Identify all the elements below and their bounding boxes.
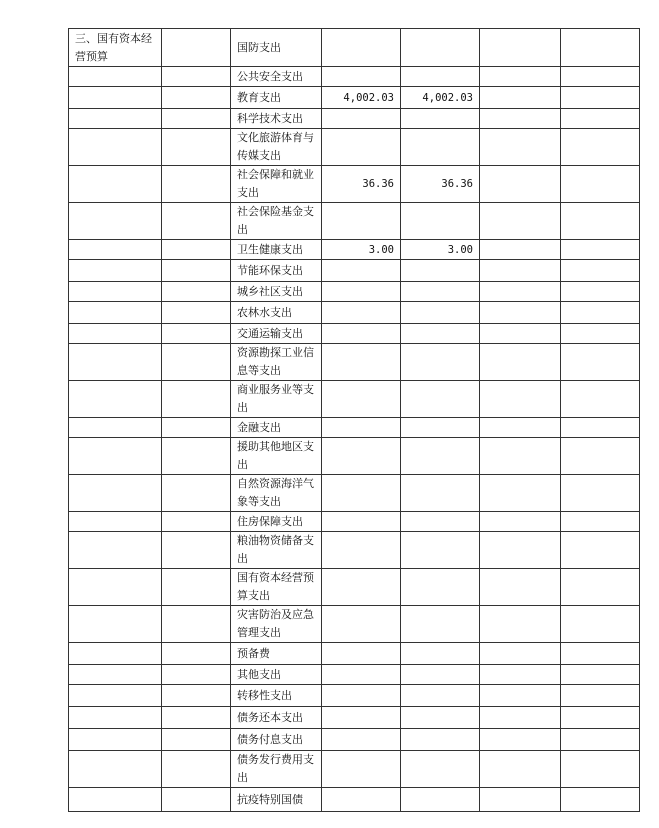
value-cell-1 bbox=[322, 569, 401, 606]
section-cell bbox=[69, 512, 162, 532]
table-row bbox=[69, 324, 640, 344]
table-row bbox=[69, 729, 640, 751]
blank-cell bbox=[162, 129, 231, 166]
blank-cell bbox=[561, 665, 640, 685]
table-row bbox=[69, 109, 640, 129]
blank-cell bbox=[162, 344, 231, 381]
blank-cell bbox=[480, 729, 561, 751]
blank-cell bbox=[561, 166, 640, 203]
blank-cell bbox=[162, 324, 231, 344]
blank-cell bbox=[162, 282, 231, 302]
table-row bbox=[69, 438, 640, 475]
blank-cell bbox=[162, 109, 231, 129]
section-cell bbox=[69, 606, 162, 643]
section-cell bbox=[69, 532, 162, 569]
item-cell: 教育支出 bbox=[231, 87, 322, 109]
section-cell bbox=[69, 129, 162, 166]
value-cell-1: 4,002.03 bbox=[322, 87, 401, 109]
section-cell bbox=[69, 751, 162, 788]
blank-cell bbox=[162, 29, 231, 67]
blank-cell bbox=[561, 67, 640, 87]
value-cell-2 bbox=[401, 475, 480, 512]
blank-cell bbox=[162, 569, 231, 606]
value-cell-2 bbox=[401, 344, 480, 381]
table-row bbox=[69, 67, 640, 87]
blank-cell bbox=[561, 729, 640, 751]
item-cell: 卫生健康支出 bbox=[231, 240, 322, 260]
value-cell-2: 4,002.03 bbox=[401, 87, 480, 109]
table-row bbox=[69, 282, 640, 302]
blank-cell bbox=[480, 282, 561, 302]
blank-cell bbox=[480, 302, 561, 324]
item-cell: 国防支出 bbox=[231, 29, 322, 67]
blank-cell bbox=[561, 685, 640, 707]
blank-cell bbox=[480, 29, 561, 67]
value-cell-2 bbox=[401, 569, 480, 606]
item-cell: 预备费 bbox=[231, 643, 322, 665]
item-cell: 农林水支出 bbox=[231, 302, 322, 324]
table-row bbox=[69, 381, 640, 418]
blank-cell bbox=[162, 606, 231, 643]
value-cell-1 bbox=[322, 438, 401, 475]
item-cell: 金融支出 bbox=[231, 418, 322, 438]
value-cell-1 bbox=[322, 302, 401, 324]
section-cell bbox=[69, 643, 162, 665]
table-row bbox=[69, 665, 640, 685]
blank-cell bbox=[162, 665, 231, 685]
item-cell: 灾害防治及应急管理支出 bbox=[231, 606, 322, 643]
section-cell bbox=[69, 788, 162, 812]
blank-cell bbox=[162, 729, 231, 751]
blank-cell bbox=[162, 643, 231, 665]
blank-cell bbox=[561, 240, 640, 260]
blank-cell bbox=[561, 751, 640, 788]
blank-cell bbox=[480, 788, 561, 812]
value-cell-1 bbox=[322, 203, 401, 240]
blank-cell bbox=[561, 707, 640, 729]
value-cell-1 bbox=[322, 665, 401, 685]
table-row bbox=[69, 129, 640, 166]
value-cell-2 bbox=[401, 381, 480, 418]
value-cell-1 bbox=[322, 643, 401, 665]
section-cell bbox=[69, 381, 162, 418]
blank-cell bbox=[480, 166, 561, 203]
table-row bbox=[69, 569, 640, 606]
blank-cell bbox=[162, 707, 231, 729]
section-cell bbox=[69, 665, 162, 685]
blank-cell bbox=[480, 606, 561, 643]
item-cell: 粮油物资储备支出 bbox=[231, 532, 322, 569]
blank-cell bbox=[480, 475, 561, 512]
budget-table bbox=[68, 28, 640, 812]
value-cell-2 bbox=[401, 643, 480, 665]
value-cell-2 bbox=[401, 282, 480, 302]
blank-cell bbox=[561, 324, 640, 344]
blank-cell bbox=[480, 512, 561, 532]
table-row bbox=[69, 707, 640, 729]
value-cell-2: 3.00 bbox=[401, 240, 480, 260]
table-row bbox=[69, 512, 640, 532]
blank-cell bbox=[162, 418, 231, 438]
blank-cell bbox=[480, 685, 561, 707]
item-cell: 债务付息支出 bbox=[231, 729, 322, 751]
table-row bbox=[69, 418, 640, 438]
blank-cell bbox=[561, 643, 640, 665]
blank-cell bbox=[480, 643, 561, 665]
value-cell-1 bbox=[322, 324, 401, 344]
section-cell bbox=[69, 166, 162, 203]
blank-cell bbox=[561, 282, 640, 302]
value-cell-2 bbox=[401, 665, 480, 685]
blank-cell bbox=[162, 475, 231, 512]
value-cell-2 bbox=[401, 67, 480, 87]
blank-cell bbox=[162, 381, 231, 418]
section-cell bbox=[69, 324, 162, 344]
blank-cell bbox=[480, 324, 561, 344]
blank-cell bbox=[561, 129, 640, 166]
section-cell bbox=[69, 729, 162, 751]
item-cell: 转移性支出 bbox=[231, 685, 322, 707]
table-row bbox=[69, 166, 640, 203]
value-cell-2 bbox=[401, 29, 480, 67]
blank-cell bbox=[162, 512, 231, 532]
blank-cell bbox=[480, 665, 561, 685]
blank-cell bbox=[561, 87, 640, 109]
table-row bbox=[69, 685, 640, 707]
table-row bbox=[69, 788, 640, 812]
item-cell: 住房保障支出 bbox=[231, 512, 322, 532]
blank-cell bbox=[561, 109, 640, 129]
value-cell-1 bbox=[322, 788, 401, 812]
blank-cell bbox=[480, 707, 561, 729]
blank-cell bbox=[162, 166, 231, 203]
section-cell bbox=[69, 260, 162, 282]
blank-cell bbox=[480, 203, 561, 240]
value-cell-1 bbox=[322, 512, 401, 532]
blank-cell bbox=[561, 203, 640, 240]
value-cell-2 bbox=[401, 512, 480, 532]
item-cell: 城乡社区支出 bbox=[231, 282, 322, 302]
value-cell-2 bbox=[401, 685, 480, 707]
section-cell bbox=[69, 109, 162, 129]
blank-cell bbox=[162, 203, 231, 240]
blank-cell bbox=[561, 381, 640, 418]
item-cell: 其他支出 bbox=[231, 665, 322, 685]
blank-cell bbox=[480, 129, 561, 166]
blank-cell bbox=[561, 302, 640, 324]
value-cell-2 bbox=[401, 418, 480, 438]
section-cell bbox=[69, 87, 162, 109]
item-cell: 资源勘探工业信息等支出 bbox=[231, 344, 322, 381]
value-cell-2 bbox=[401, 788, 480, 812]
value-cell-1 bbox=[322, 606, 401, 643]
value-cell-2 bbox=[401, 129, 480, 166]
section-cell bbox=[69, 240, 162, 260]
section-cell bbox=[69, 418, 162, 438]
value-cell-2 bbox=[401, 109, 480, 129]
blank-cell bbox=[480, 569, 561, 606]
blank-cell bbox=[162, 438, 231, 475]
value-cell-1 bbox=[322, 685, 401, 707]
section-cell: 三、国有资本经营预算 bbox=[69, 29, 162, 67]
blank-cell bbox=[480, 418, 561, 438]
value-cell-2 bbox=[401, 324, 480, 344]
blank-cell bbox=[561, 532, 640, 569]
blank-cell bbox=[561, 512, 640, 532]
item-cell: 文化旅游体育与传媒支出 bbox=[231, 129, 322, 166]
section-cell bbox=[69, 438, 162, 475]
value-cell-1 bbox=[322, 729, 401, 751]
value-cell-1: 36.36 bbox=[322, 166, 401, 203]
blank-cell bbox=[561, 344, 640, 381]
section-cell bbox=[69, 344, 162, 381]
blank-cell bbox=[480, 240, 561, 260]
table-row bbox=[69, 475, 640, 512]
blank-cell bbox=[162, 302, 231, 324]
value-cell-2 bbox=[401, 729, 480, 751]
blank-cell bbox=[561, 606, 640, 643]
value-cell-1: 3.00 bbox=[322, 240, 401, 260]
blank-cell bbox=[561, 29, 640, 67]
table-row bbox=[69, 240, 640, 260]
item-cell: 自然资源海洋气象等支出 bbox=[231, 475, 322, 512]
value-cell-2: 36.36 bbox=[401, 166, 480, 203]
value-cell-1 bbox=[322, 129, 401, 166]
table-row bbox=[69, 29, 640, 67]
table-row bbox=[69, 87, 640, 109]
blank-cell bbox=[561, 569, 640, 606]
section-cell bbox=[69, 203, 162, 240]
value-cell-2 bbox=[401, 203, 480, 240]
section-cell bbox=[69, 685, 162, 707]
value-cell-2 bbox=[401, 260, 480, 282]
blank-cell bbox=[480, 438, 561, 475]
blank-cell bbox=[162, 240, 231, 260]
value-cell-1 bbox=[322, 282, 401, 302]
value-cell-1 bbox=[322, 29, 401, 67]
section-cell bbox=[69, 475, 162, 512]
blank-cell bbox=[561, 788, 640, 812]
table-body bbox=[69, 29, 640, 812]
table-row bbox=[69, 302, 640, 324]
blank-cell bbox=[162, 788, 231, 812]
table-row bbox=[69, 260, 640, 282]
blank-cell bbox=[480, 260, 561, 282]
blank-cell bbox=[561, 475, 640, 512]
value-cell-2 bbox=[401, 302, 480, 324]
blank-cell bbox=[162, 751, 231, 788]
blank-cell bbox=[162, 260, 231, 282]
blank-cell bbox=[480, 344, 561, 381]
value-cell-1 bbox=[322, 381, 401, 418]
item-cell: 债务还本支出 bbox=[231, 707, 322, 729]
blank-cell bbox=[480, 532, 561, 569]
value-cell-2 bbox=[401, 707, 480, 729]
blank-cell bbox=[162, 532, 231, 569]
blank-cell bbox=[162, 87, 231, 109]
table-row bbox=[69, 203, 640, 240]
value-cell-1 bbox=[322, 344, 401, 381]
value-cell-2 bbox=[401, 751, 480, 788]
blank-cell bbox=[480, 381, 561, 418]
blank-cell bbox=[480, 751, 561, 788]
table-row bbox=[69, 643, 640, 665]
blank-cell bbox=[561, 418, 640, 438]
section-cell bbox=[69, 569, 162, 606]
item-cell: 商业服务业等支出 bbox=[231, 381, 322, 418]
item-cell: 国有资本经营预算支出 bbox=[231, 569, 322, 606]
item-cell: 抗疫特别国债 bbox=[231, 788, 322, 812]
blank-cell bbox=[162, 67, 231, 87]
value-cell-1 bbox=[322, 751, 401, 788]
item-cell: 节能环保支出 bbox=[231, 260, 322, 282]
section-cell bbox=[69, 67, 162, 87]
item-cell: 交通运输支出 bbox=[231, 324, 322, 344]
value-cell-2 bbox=[401, 438, 480, 475]
item-cell: 社会保险基金支出 bbox=[231, 203, 322, 240]
blank-cell bbox=[480, 109, 561, 129]
item-cell: 债务发行费用支出 bbox=[231, 751, 322, 788]
blank-cell bbox=[561, 260, 640, 282]
blank-cell bbox=[480, 67, 561, 87]
table-row bbox=[69, 344, 640, 381]
value-cell-2 bbox=[401, 606, 480, 643]
table-row bbox=[69, 532, 640, 569]
table-row bbox=[69, 606, 640, 643]
value-cell-1 bbox=[322, 418, 401, 438]
value-cell-1 bbox=[322, 260, 401, 282]
section-cell bbox=[69, 302, 162, 324]
section-cell bbox=[69, 707, 162, 729]
blank-cell bbox=[162, 685, 231, 707]
item-cell: 援助其他地区支出 bbox=[231, 438, 322, 475]
section-cell bbox=[69, 282, 162, 302]
value-cell-1 bbox=[322, 109, 401, 129]
value-cell-2 bbox=[401, 532, 480, 569]
value-cell-1 bbox=[322, 475, 401, 512]
item-cell: 公共安全支出 bbox=[231, 67, 322, 87]
blank-cell bbox=[480, 87, 561, 109]
value-cell-1 bbox=[322, 67, 401, 87]
item-cell: 社会保障和就业支出 bbox=[231, 166, 322, 203]
value-cell-1 bbox=[322, 707, 401, 729]
blank-cell bbox=[561, 438, 640, 475]
item-cell: 科学技术支出 bbox=[231, 109, 322, 129]
value-cell-1 bbox=[322, 532, 401, 569]
table-row bbox=[69, 751, 640, 788]
